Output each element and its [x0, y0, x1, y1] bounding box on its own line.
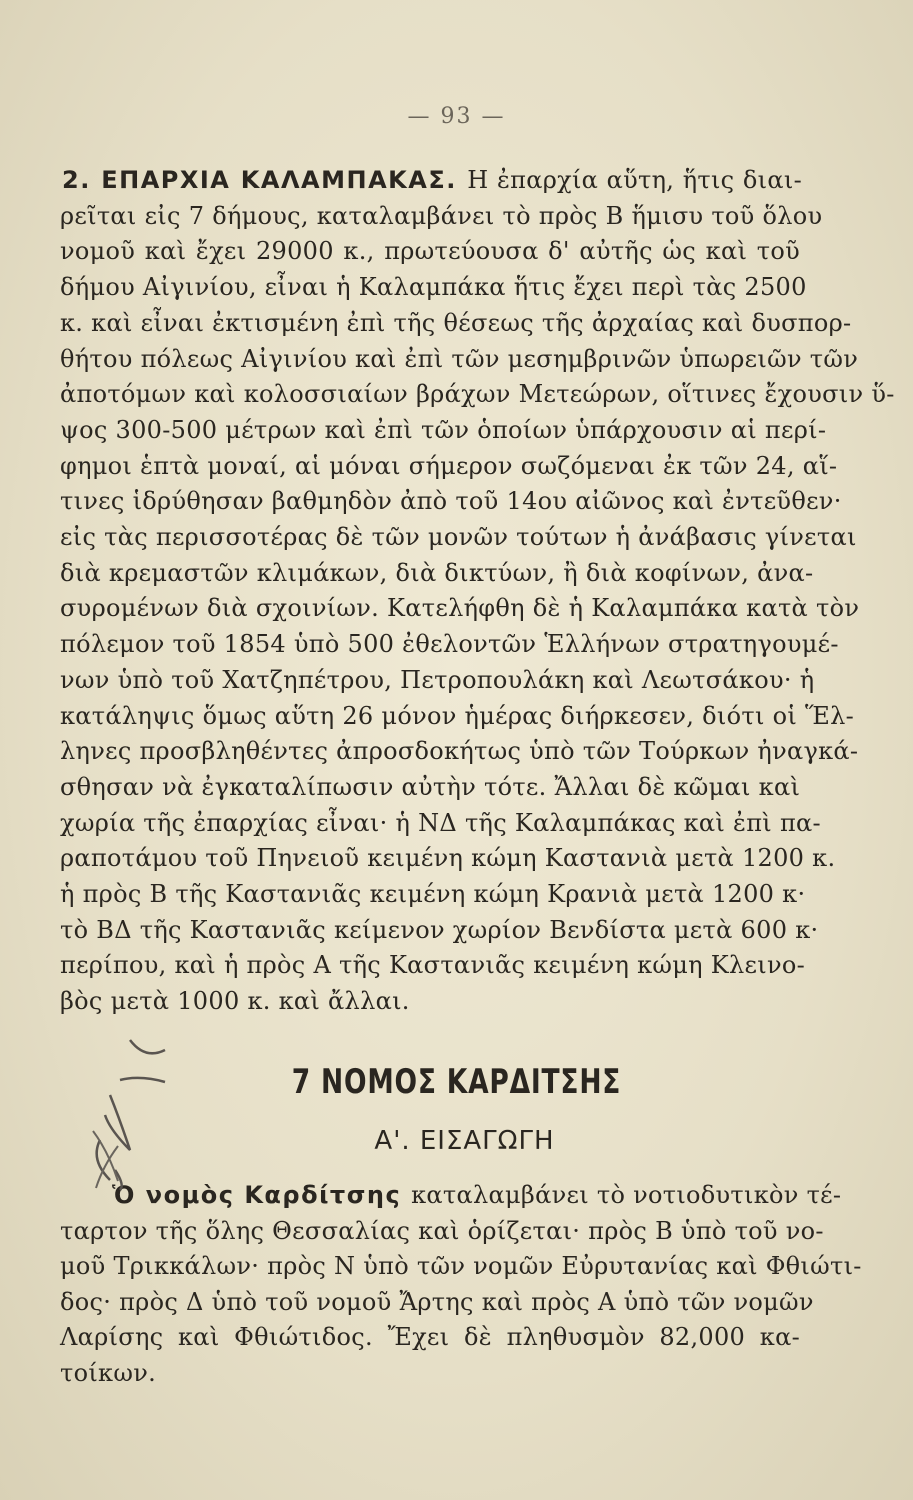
line-text: σθησαν νὰ ἐγκαταλίπωσιν αὐτὴν τότε. Ἄλλαι δὲ κῶμαι καὶ — [60, 772, 801, 801]
line-text: δος· πρὸς Δ ὑπὸ τοῦ νομοῦ Ἄρτης καὶ πρὸς Α ὑπὸ τῶν νομῶν — [60, 1287, 814, 1316]
text-line — [60, 558, 814, 588]
text-line — [60, 843, 836, 873]
line-text: ληνες προσβληθέντες ἀπροσδοκήτως ὑπὸ τῶν Τούρκων ἠναγκά- — [60, 737, 859, 766]
text-line — [60, 879, 806, 909]
page-number: — 93 — — [407, 104, 506, 129]
text-line — [60, 665, 815, 695]
text-line — [60, 522, 857, 552]
line-text: νων ὑπὸ τοῦ Χατζηπέτρου, Πετροπουλάκη καὶ Λεωτσάκου· ἡ — [60, 665, 815, 694]
text-line — [60, 736, 859, 766]
line-text: τὸ ΒΔ τῆς Καστανιᾶς κείμενον χωρίον Βενδίστα μετὰ 600 κ· — [60, 915, 819, 944]
text-line — [60, 1251, 862, 1281]
text-line — [60, 272, 807, 302]
text-line — [60, 593, 860, 623]
line-text: ρεῖται εἰς 7 δήμους, καταλαμβάνει τὸ πρὸς Β ἥμισυ τοῦ ὅλου — [60, 201, 823, 230]
line-text: Λαρίσης καὶ Φθιώτιδος. Ἔχει δὲ πληθυσμὸν 82,000 κα- — [60, 1323, 800, 1351]
line-lead: Ὁ νομὸς Καρδίτσης — [112, 1181, 412, 1209]
line-text: τινες ἱδρύθησαν βαθμηδὸν ἀπὸ τοῦ 14ου αἰῶνος καὶ ἐντεῦθεν· — [60, 487, 842, 516]
text-line — [60, 701, 855, 731]
line-text: νομοῦ καὶ ἔχει 29000 κ., πρωτεύουσα δ' αὐτῆς ὡς καὶ τοῦ — [60, 237, 800, 266]
text-line — [112, 1180, 842, 1210]
line-text: καταλαμβάνει τὸ νοτιοδυτικὸν τέ- — [411, 1181, 842, 1209]
line-text: πόλεμον τοῦ 1854 ὑπὸ 500 ἐθελοντῶν Ἑλλήνων στρατηγουμέ- — [60, 630, 839, 659]
line-text: ψος 300-500 μέτρων καὶ ἐπὶ τῶν ὁποίων ὑπάρχουσιν αἱ περί- — [60, 415, 827, 444]
line-text: τοίκων. — [60, 1358, 157, 1387]
section-heading: 7 ΝΟΜΟΣ ΚΑΡΔΙΤΣΗΣ — [291, 1062, 622, 1102]
line-text: μοῦ Τρικκάλων· πρὸς Ν ὑπὸ τῶν νομῶν Εὐρυτανίας καὶ Φθιώτι- — [60, 1252, 862, 1280]
text-line — [60, 486, 842, 516]
text-line — [60, 1287, 814, 1317]
text-line — [60, 1358, 800, 1388]
line-text: βὸς μετὰ 1000 κ. καὶ ἄλλαι. — [60, 987, 410, 1016]
subheading: Α'. ΕΙΣΑΓΩΓΗ — [374, 1126, 555, 1156]
text-line — [60, 808, 821, 838]
text-line — [60, 629, 839, 659]
line-text: κ. καὶ εἶναι ἐκτισμένη ἐπὶ τῆς θέσεως τῆς ἀρχαίας καὶ δυσπορ- — [60, 308, 852, 337]
line-text: ἀποτόμων καὶ κολοσσιαίων βράχων Μετεώρων, οἵτινες ἔχουσιν ὕ- — [60, 380, 895, 409]
text-line — [60, 308, 852, 338]
text-line — [60, 379, 895, 409]
line-text: θήτου πόλεως Αἰγινίου καὶ ἐπὶ τῶν μεσημβρινῶν ὑπωρειῶν τῶν — [60, 344, 859, 373]
line-text: ταρτον τῆς ὅλης Θεσσαλίας καὶ ὁρίζεται· πρὸς Β ὑπὸ τοῦ νο- — [60, 1216, 824, 1245]
text-line — [60, 451, 838, 481]
text-line — [60, 915, 819, 945]
text-line — [60, 950, 806, 980]
line-text: χωρία τῆς ἐπαρχίας εἶναι· ἡ ΝΔ τῆς Καλαμπάκας καὶ ἐπὶ πα- — [60, 808, 821, 837]
line-text: συρομένων διὰ σχοινίων. Κατελήφθη δὲ ἡ Καλαμπάκα κατὰ τὸν — [60, 594, 860, 623]
line-text: Η ἐπαρχία αὕτη, ἥτις διαι- — [467, 166, 802, 194]
line-text: περίπου, καὶ ἡ πρὸς Α τῆς Καστανιᾶς κειμένη κώμη Κλεινο- — [60, 951, 806, 980]
text-line — [62, 165, 802, 195]
line-text: κατάληψις ὅμως αὕτη 26 μόνον ἡμέρας διήρκεσεν, διότι οἱ Ἕλ- — [60, 701, 855, 730]
text-line — [60, 1216, 824, 1246]
line-text: ἡ πρὸς Β τῆς Καστανιᾶς κειμένη κώμη Κρανιὰ μετὰ 1200 κ· — [60, 880, 806, 908]
text-line — [60, 986, 800, 1016]
line-text: φημοι ἑπτὰ μοναί, αἱ μόναι σήμερον σωζόμεναι ἐκ τῶν 24, αἵ- — [60, 451, 838, 480]
line-text: ραποτάμου τοῦ Πηνειοῦ κειμένη κώμη Καστανιὰ μετὰ 1200 κ. — [60, 844, 836, 873]
line-lead: 2. ΕΠΑΡΧΙΑ ΚΑΛΑΜΠΑΚΑΣ. — [62, 166, 468, 194]
line-text: δήμου Αἰγινίου, εἶναι ἡ Καλαμπάκα ἥτις ἔχει περὶ τὰς 2500 — [60, 273, 807, 302]
text-line — [60, 344, 859, 374]
text-line — [60, 236, 800, 266]
text-line — [60, 772, 800, 802]
text-line — [60, 415, 827, 445]
text-line — [60, 201, 823, 231]
text-line — [60, 1322, 800, 1352]
line-text: εἰς τὰς περισσοτέρας δὲ τῶν μονῶν τούτων ἡ ἀνάβασις γίνεται — [60, 523, 857, 551]
handwritten-cross-mark — [88, 1126, 128, 1196]
line-text: διὰ κρεμαστῶν κλιμάκων, διὰ δικτύων, ἢ διὰ κοφίνων, ἀνα- — [60, 558, 814, 587]
